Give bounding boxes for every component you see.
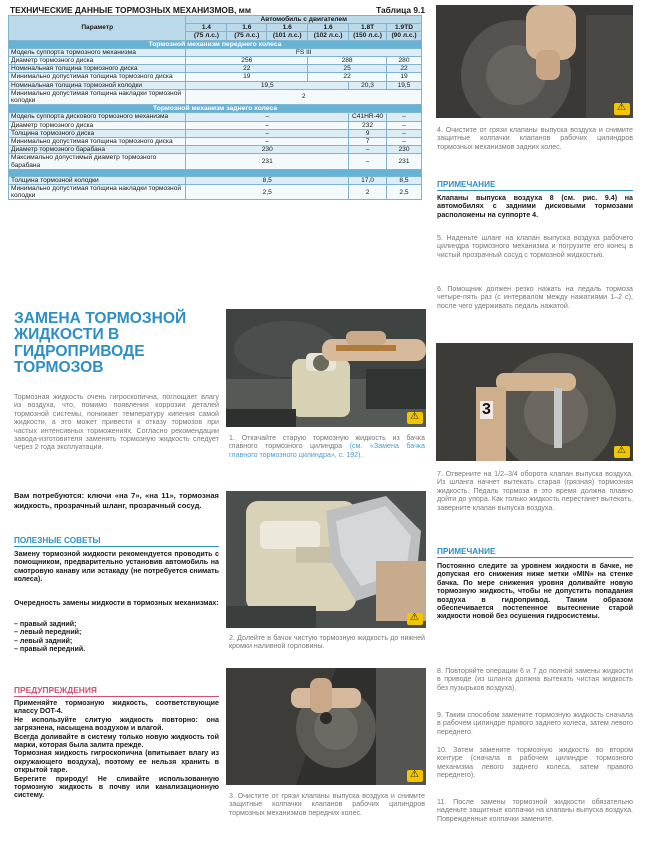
row-value: 25 — [308, 65, 387, 73]
tool-badge-icon — [614, 446, 630, 458]
warning-item: Применяйте тормозную жидкость, соответствующие классу DOT-4. — [14, 699, 219, 716]
note-1-text: Клапаны выпуска воздуха 8 (см. рис. 9.4) на автомобилях с задними дисковыми тормозами расположены на суппорте 4. — [437, 194, 633, 219]
row-value: 280 — [387, 57, 422, 65]
step-11: 11. После замены тормозной жидкости обязательно наденьте защитные колпачки на клапаны выпуска воздуха. Поврежденные колпачки замените. — [437, 798, 633, 823]
engine-power: (90 л.с.) — [387, 32, 422, 40]
warning-item: Тормозная жидкость гигроскопична (впитывает влагу из окружающего воздуха), поэтому ее нельзя хранить в открытой таре. — [14, 749, 219, 775]
row-name: Максимально допустимый диаметр тормозного барабана — [9, 154, 186, 169]
row-name: Минимально допустимая толщина тормозного диска — [9, 73, 186, 81]
row-value: 288 — [308, 57, 387, 65]
row-name: Модель суппорта тормозного механизма — [9, 48, 186, 56]
step-1 — [229, 434, 425, 459]
photo-refill-reservoir — [226, 491, 426, 628]
row-value: – — [387, 121, 422, 129]
row-name: Минимально допустимая толщина накладки тормозной колодки — [9, 89, 186, 104]
step-10: 10. Затем замените тормозную жидкость во втором контуре (сначала в рабочем цилиндре тормозного механизма левого заднего колеса, затем правого переднего). — [437, 746, 633, 780]
engine-volume: 1.6 — [308, 24, 349, 32]
photo-refill-reservoir-image — [226, 491, 426, 628]
tool-badge-icon — [614, 103, 630, 115]
tool-badge-icon — [407, 613, 423, 625]
step-1-text: 1. Откачайте старую тормозную жидкость из бачка главного тормозного цилиндра — [229, 434, 425, 451]
row-name: Номинальная толщина тормозной колодки — [9, 81, 186, 89]
step-6: 6. Помощник должен резко нажать на педаль тормоза четыре-пять раз (с интервалом между нажатиями 1–2 с), после чего удерживать педаль нажатой. — [437, 285, 633, 310]
table-caption — [10, 5, 425, 15]
engine-volume: 1.4 — [186, 24, 227, 32]
row-name: Минимально допустимая толщина тормозного диска — [9, 138, 186, 146]
order-item: – левый задний; — [14, 636, 73, 645]
order-list — [14, 620, 219, 654]
engine-power: (102 л.с.) — [308, 32, 349, 40]
row-value: – — [349, 146, 387, 154]
tips-heading: ПОЛЕЗНЫЕ СОВЕТЫ — [14, 536, 219, 547]
spec-table — [8, 15, 422, 200]
row-value: 8,5 — [186, 176, 349, 184]
row-value: – — [387, 129, 422, 137]
row-value: 231 — [186, 154, 349, 169]
row-name: Диаметр тормозного диска — [9, 121, 186, 129]
row-value: 22 — [308, 73, 387, 81]
param-header: Параметр — [9, 16, 186, 41]
note-2-text: Постоянно следите за уровнем жидкости в бачке, не допуская его снижения ниже метки «MIN» на стенке бачка. По мере снижения уровня доливайте новую тормозную жидкость, чтобы не допустить попадания воздуха в гидропривод. Таким образом обеспечивается постепенное вытеснение старой жидкости новой без осушения гидросистемы. — [437, 562, 633, 621]
row-name: Диаметр тормозного барабана — [9, 146, 186, 154]
row-value: 256 — [186, 57, 308, 65]
row-value: 2,5 — [186, 185, 349, 200]
warnings-text — [14, 699, 219, 800]
order-intro: Очередность замены жидкости в тормозных механизмах: — [14, 599, 219, 607]
step-2: 2. Долейте в бачок чистую тормозную жидкость до нижней кромки наливной горловины. — [229, 634, 425, 651]
engine-volume: 1.8T — [349, 24, 387, 32]
warnings-heading: ПРЕДУПРЕЖДЕНИЯ — [14, 685, 219, 697]
row-name: Диаметр тормозного диска — [9, 57, 186, 65]
row-name: Минимально допустимая толщина накладки тормозной колодки — [9, 185, 186, 200]
photo-front-bleeder — [226, 668, 426, 785]
order-item: – правый передний. — [14, 645, 86, 654]
step-7: 7. Отверните на 1/2–3/4 оборота клапан выпуска воздуха. Из шланга начнет вытекать старая (грязная) тормозная жидкость. Педаль тормоза в это время должна плавно дойти до упора. Как только жидкость перестанет вытекать, заверните клапан выпуска воздуха. — [437, 470, 633, 512]
row-name: Толщина тормозного диска — [9, 129, 186, 137]
row-value: 22 — [387, 65, 422, 73]
intro-paragraph: Тормозная жидкость очень гигроскопична, поглощает влагу из воздуха, что, помимо появления коррозии деталей тормозной системы, понижает температуру кипения самой жидкости, а это может привести к отказу тормозов при частых интенсивных торможениях. Согласно рекомендации завода-изготовителя заменять тормозную жидкость следует через 2 года эксплуатации. — [14, 393, 219, 452]
step-1-reference: (см. «Замена бачка главного тормозного цилиндра», с. 192). — [229, 442, 425, 459]
step-5: 5. Наденьте шланг на клапан выпуска воздуха рабочего цилиндра тормозного механизма и погрузите его конец в чистый прозрачный сосуд с тормозной жидкостью. — [437, 234, 633, 259]
row-value: 230 — [186, 146, 349, 154]
row-value: – — [186, 129, 349, 137]
table-caption-text: ТЕХНИЧЕСКИЕ ДАННЫЕ ТОРМОЗНЫХ МЕХАНИЗМОВ, мм — [10, 5, 252, 15]
row-value: FS III — [186, 48, 422, 56]
row-value: 232 — [349, 121, 387, 129]
rear-section-header: Тормозной механизм заднего колеса — [9, 105, 422, 113]
row-value: 19 — [186, 73, 308, 81]
note-2-heading: ПРИМЕЧАНИЕ — [437, 547, 633, 558]
row-value: 2,5 — [387, 185, 422, 200]
step-9: 9. Таким способом замените тормозную жидкость сначала в рабочем цилиндре правого заднего колеса, затем левого переднего. — [437, 711, 633, 736]
engine-volume: 1.6 — [227, 24, 267, 32]
row-value: 19 — [387, 73, 422, 81]
row-value: 231 — [387, 154, 422, 169]
order-item: – левый передний; — [14, 628, 82, 637]
engine-volume: 1.9TD — [387, 24, 422, 32]
order-item: – правый задний; — [14, 620, 77, 628]
page-title: ЗАМЕНА ТОРМОЗНОЙ ЖИДКОСТИ В ГИДРОПРИВОДЕ ТОРМОЗОВ — [14, 310, 187, 377]
engine-power: (75 л.с.) — [186, 32, 227, 40]
step-3: 3. Очистите от грязи клапаны выпуска воздуха и снимите защитные колпачки клапанов рабочих цилиндров тормозных механизмов передних колес. — [229, 792, 425, 817]
warning-item: Не используйте слитую жидкость повторно: она загрязнена, насыщена воздухом и влагой. — [14, 715, 219, 733]
row-name: Модель суппорта дискового тормозного механизма — [9, 113, 186, 121]
table-band — [9, 169, 422, 176]
row-value: 2 — [186, 89, 422, 104]
row-value: – — [186, 121, 349, 129]
note-1-heading: ПРИМЕЧАНИЕ — [437, 180, 633, 191]
row-value: – — [387, 138, 422, 146]
photo-open-bleeder — [436, 343, 633, 461]
row-value: 20,3 — [349, 81, 387, 89]
row-value: – — [186, 113, 349, 121]
warning-item: Берегите природу! Не сливайте использованную тормозную жидкость в почву или канализационную систему. — [14, 774, 219, 800]
row-value: 22 — [186, 65, 308, 73]
tools-paragraph: Вам потребуются: ключи «на 7», «на 11», тормозная жидкость, прозрачный шланг, прозрачный сосуд. — [14, 491, 219, 510]
photo-open-bleeder-image — [436, 343, 633, 461]
table-number: Таблица 9.1 — [376, 5, 425, 15]
photo-rear-bleeder — [436, 5, 633, 118]
row-value: – — [186, 138, 349, 146]
row-value: C41HR-40 — [349, 113, 387, 121]
tips-paragraph: Замену тормозной жидкости рекомендуется проводить с помощником, предварительно установив автомобиль на смотровую канаву или эстакаду (не потребуется снимать колеса). — [14, 550, 219, 584]
row-value: 7 — [349, 138, 387, 146]
row-value: 17,0 — [349, 176, 387, 184]
step-4: 4. Очистите от грязи клапаны выпуска воздуха и снимите защитные колпачки клапанов рабочих цилиндров тормозных механизмов задних колес. — [437, 126, 633, 151]
row-name: Толщина тормозной колодки — [9, 176, 186, 184]
row-value: – — [387, 113, 422, 121]
photo-rear-bleeder-image — [436, 5, 633, 118]
row-value: 2 — [349, 185, 387, 200]
warning-item: Всегда доливайте в систему только новую жидкость той марки, которая была залита прежде. — [14, 732, 219, 750]
row-value: – — [349, 154, 387, 169]
engine-power: (75 л.с.) — [227, 32, 267, 40]
engine-power: (101 л.с.) — [267, 32, 308, 40]
row-value: 19,5 — [186, 81, 349, 89]
front-section-header: Тормозной механизм переднего колеса — [9, 40, 422, 48]
photo-reservoir-pump — [226, 309, 426, 427]
tool-badge-icon — [407, 412, 423, 424]
step-8: 8. Повторяйте операции 6 и 7 до полной замены жидкости в приводе (из шланга должна вытекать чистая жидкость без пузырьков воздуха). — [437, 667, 633, 692]
row-value: 230 — [387, 146, 422, 154]
photo-front-bleeder-image — [226, 668, 426, 785]
tool-badge-icon — [407, 770, 423, 782]
photo-reservoir-pump-image — [226, 309, 426, 427]
row-name: Номинальная толщина тормозного диска — [9, 65, 186, 73]
photo-callout-label: 3 — [482, 401, 491, 418]
row-value: 8,5 — [387, 176, 422, 184]
row-value: 9 — [349, 129, 387, 137]
car-header: Автомобиль с двигателем — [186, 16, 422, 24]
engine-volume: 1.6 — [267, 24, 308, 32]
engine-power: (150 л.с.) — [349, 32, 387, 40]
row-value: 19,5 — [387, 81, 422, 89]
